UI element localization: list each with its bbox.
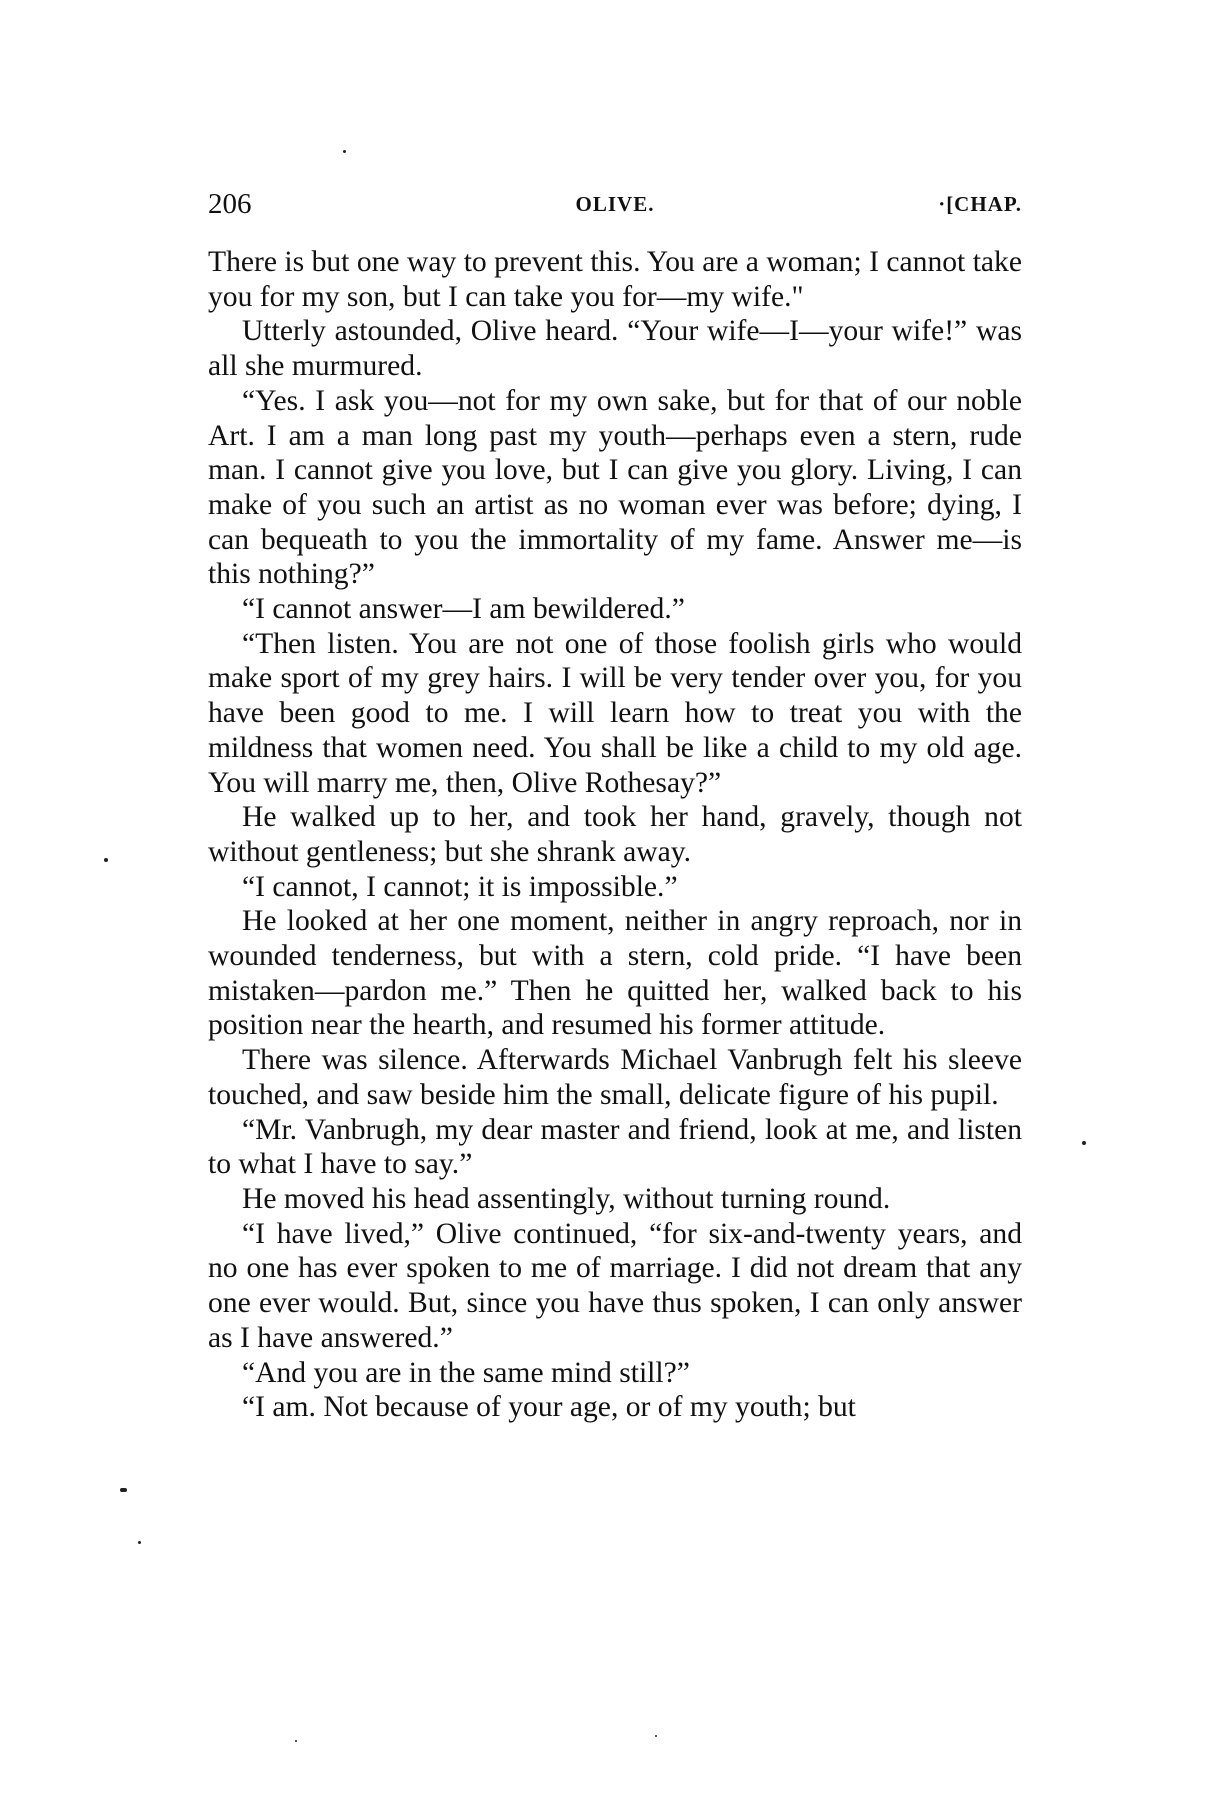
paragraph: There was silence. Afterwards Michael Vanbrugh felt his sleeve touched, and saw beside him the small, delicate figure of his pupil. xyxy=(208,1044,1022,1111)
paragraph: There is but one way to prevent this. You are a woman; I cannot take you for my son, but I can take you for—my wife." xyxy=(208,246,1022,313)
scan-speck xyxy=(295,1740,297,1742)
scan-speck xyxy=(343,150,346,153)
paragraph: “Yes. I ask you—not for my own sake, but for that of our noble Art. I am a man long past my youth—perhaps even a stern, rude man. I cannot give you love, but I can give you glory. Living, I can make of you such an artist as no woman ever was before; dying, I can bequeath to you the immortality of my fame. Answer me—is this nothing?” xyxy=(208,384,1022,591)
running-title: OLIVE. xyxy=(575,192,655,216)
paragraph: “I am. Not because of your age, or of my youth; but xyxy=(242,1391,856,1424)
scan-speck xyxy=(655,1735,657,1737)
body-text xyxy=(208,245,1022,1425)
scan-speck xyxy=(120,1488,127,1492)
paragraph: “I have lived,” Olive continued, “for six-and-twenty years, and no one has ever spoken to me of marriage. I did not dream that any one ever would. But, since you have thus spoken, I can only answer as I have answered.” xyxy=(208,1217,1022,1354)
scan-speck xyxy=(104,858,108,862)
paragraph: “Mr. Vanbrugh, my dear master and friend, look at me, and listen to what I have to say.” xyxy=(208,1113,1022,1181)
paragraph: “I cannot answer—I am bewildered.” xyxy=(242,593,685,626)
paragraph: “Then listen. You are not one of those foolish girls who would make sport of my grey hairs. I will be very tender over you, for you have been good to me. I will learn how to treat you with the mildness that women need. You shall be like a child to my old age. You will marry me, then, Olive Rothesay?” xyxy=(208,627,1022,799)
paragraph: He moved his head assentingly, without turning round. xyxy=(242,1182,891,1215)
paragraph: “I cannot, I cannot; it is impossible.” xyxy=(242,870,678,903)
scan-speck xyxy=(1082,1141,1086,1145)
paragraph: He walked up to her, and took her hand, gravely, though not without gentleness; but she shrank away. xyxy=(208,801,1022,868)
page-number: 206 xyxy=(208,188,252,220)
paragraph: “And you are in the same mind still?” xyxy=(242,1356,690,1389)
paragraph: Utterly astounded, Olive heard. “Your wife—I—your wife!” was all she murmured. xyxy=(208,315,1022,383)
chapter-mark: ·[CHAP. xyxy=(938,192,1022,216)
page-header xyxy=(208,184,1022,224)
scan-speck xyxy=(138,1541,141,1544)
paragraph: He looked at her one moment, neither in angry reproach, nor in wounded tenderness, but with a stern, cold pride. “I have been mistaken—pardon me.” Then he quitted her, walked back to his position near the hearth, and resumed his former attitude. xyxy=(208,905,1022,1042)
